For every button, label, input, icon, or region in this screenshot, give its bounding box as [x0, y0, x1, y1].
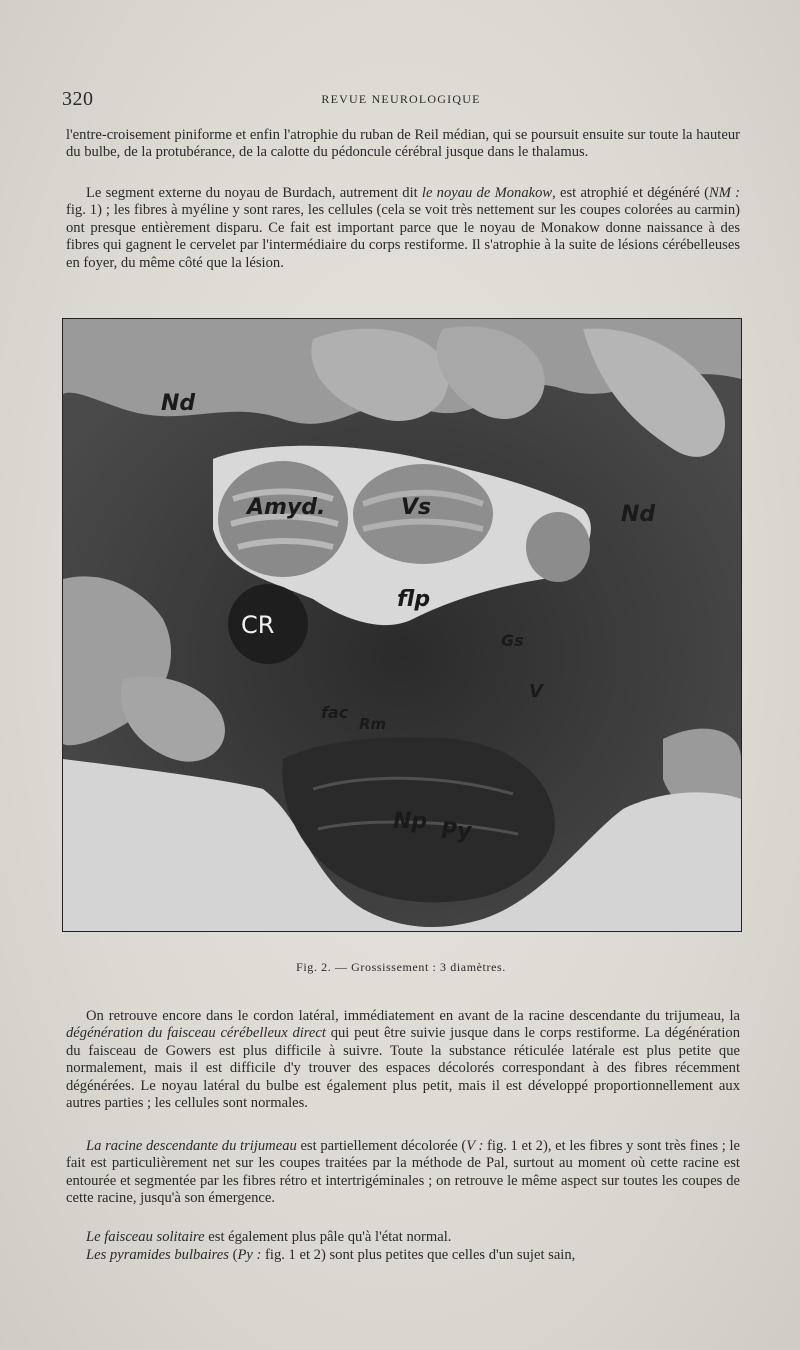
page-header — [62, 88, 740, 110]
page-number: 320 — [62, 88, 94, 110]
paragraph-4-text-a: est partiellement décolorée ( — [296, 1138, 467, 1154]
label-gs: Gs — [501, 631, 524, 650]
paragraph-4-italic-2: V : — [466, 1138, 484, 1154]
label-flp: flp — [397, 587, 431, 612]
figure-2-micrograph — [62, 318, 742, 932]
label-py: Py — [441, 819, 472, 844]
paragraph-2-italic-2: NM : — [709, 185, 740, 201]
paragraph-2-italic-1: le noyau de Monakow — [421, 185, 553, 201]
label-v: V — [529, 681, 543, 702]
paragraph-4 — [66, 1138, 740, 1208]
paragraph-4-italic-1: La racine descendante du trijumeau — [86, 1138, 297, 1154]
label-nd-left: Nd — [161, 391, 196, 416]
paragraph-5 — [66, 1229, 740, 1246]
paragraph-6-text-a: ( — [228, 1247, 238, 1263]
paragraph-2-text-c: fig. 1) ; les fibres à myéline y sont rares, les cellules (cela se voit très nettement sur les coupes colorées au carmin) ont presque entièrement disparu. Ce fait est important parce que le noyau de Monakow donne naissance à des fibres qui gagnent le cervelet par l'intermédiaire du corps restiforme. Il s'atrophie à la suite de lésions cérébelleuses en foyer, du même côté que la lésion. — [66, 202, 740, 271]
paragraph-3-italic-1: dégénération du faisceau cérébelleux direct — [66, 1025, 326, 1042]
paragraph-4-text-b: fig. 1 et 2), et les fibres y sont très fines ; le fait est particulièrement net sur les coupes traitées par la méthode de Pal, surtout au moment où cette racine est entourée et segmentée par les fibres rétro et intertrigéminales ; on retrouve le même aspect sur toutes les coupes de cette racine, jusqu'à son émergence. — [66, 1138, 741, 1207]
paragraph-6-text-b: fig. 1 et 2) sont plus petites que celles d'un sujet sain, — [261, 1247, 576, 1263]
paragraph-3 — [66, 1008, 740, 1112]
paragraph-5-italic-1: Le faisceau solitaire — [86, 1229, 205, 1245]
paragraph-6-italic-2: Py : — [237, 1247, 262, 1263]
paragraph-5-text-a: est également plus pâle qu'à l'état normal. — [204, 1229, 452, 1245]
label-fac: fac — [321, 703, 349, 722]
paragraph-2 — [66, 185, 740, 272]
label-amyd: Amyd. — [247, 495, 326, 520]
paragraph-2-text-b: , est atrophié et dégénéré ( — [552, 185, 709, 201]
label-np: Np — [393, 809, 428, 834]
paragraph-3-text-b: qui peut être suivie jusque dans le corps restiforme. La dégénération du faisceau de Gowers est plus difficile à suivre. Toute la substance réticulée latérale est plus petite que normalement, mais il est difficile d'y trouver des espaces décolorés correspondant à des fibres récemment dégénérées. Le noyau latéral du bulbe est également plus petit, mais il est développé proportionnellement aux autres parties ; les cellules sont normales. — [66, 1025, 740, 1112]
label-rm: Rm — [359, 715, 387, 733]
paragraph-6 — [66, 1247, 740, 1264]
label-cr: CR — [241, 611, 275, 639]
figure-caption: Fig. 2. — Grossissement : 3 diamètres. — [296, 960, 506, 974]
paragraph-3-text-a: On retrouve encore dans le cordon latéral, immédiatement en avant de la racine descendante du trijumeau, la — [86, 1008, 740, 1024]
paragraph-1 — [66, 127, 740, 162]
label-vs: Vs — [401, 495, 432, 520]
running-head: REVUE NEUROLOGIQUE — [321, 92, 481, 106]
label-nd-right: Nd — [621, 502, 656, 527]
paragraph-6-italic-1: Les pyramides bulbaires — [86, 1247, 229, 1263]
paragraph-2-text-a: Le segment externe du noyau de Burdach, autrement dit — [86, 185, 422, 201]
paragraph-1-text: l'entre-croisement piniforme et enfin l'atrophie du ruban de Reil médian, qui se poursuit ensuite sur toute la hauteur du bulbe, de la protubérance, de la calotte du pédoncule cérébral jusque dans le thalamus. — [66, 127, 740, 161]
